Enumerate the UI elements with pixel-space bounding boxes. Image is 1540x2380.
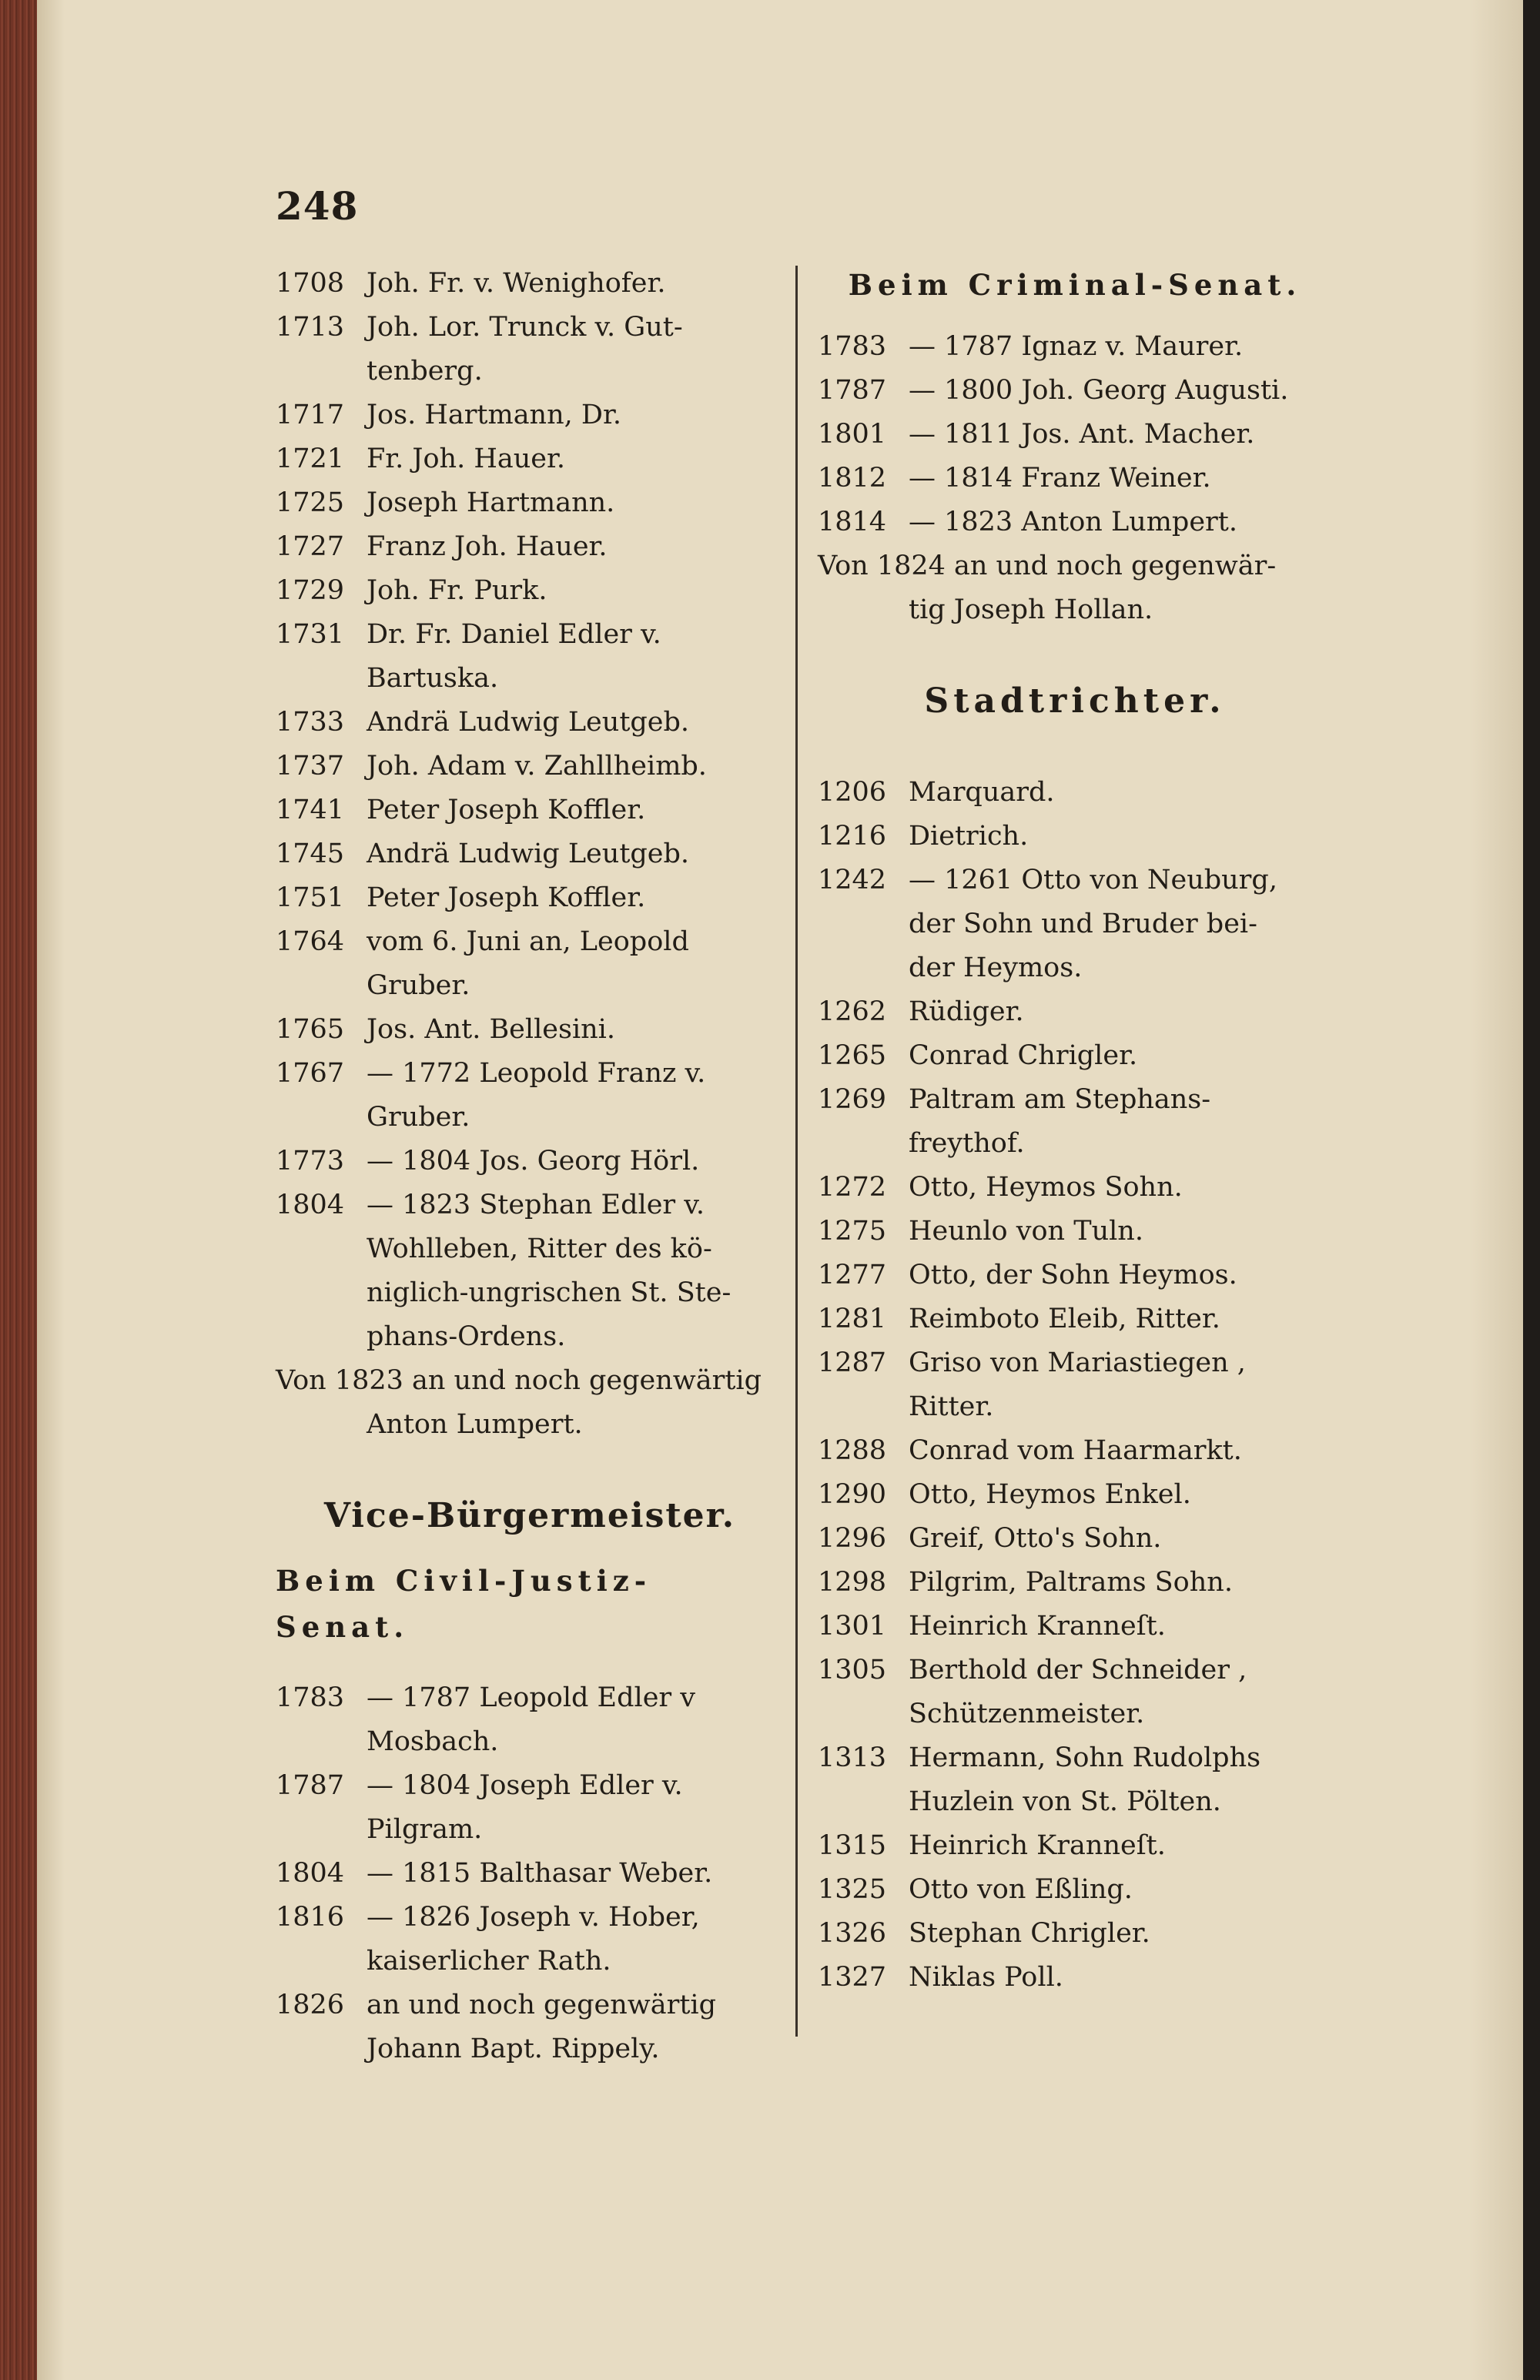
list-item: 1265 Conrad Chrigler.	[818, 1040, 1138, 1071]
list-item: 1812 — 1814 Franz Weiner.	[818, 463, 1211, 494]
note-current-mayor: Von 1823 an und noch gegenwärtig Anton Lumpert.	[276, 1365, 762, 1440]
list-item: 1327 Niklas Poll.	[818, 1962, 1063, 1993]
list-item: 1305 Berthold der Schneider , Schützenmeister.	[818, 1655, 1247, 1729]
list-item: 1764 vom 6. Juni an, Leopold Gruber.	[276, 926, 689, 1001]
list-item: 1262 Rüdiger.	[818, 996, 1024, 1027]
list-city-judges	[818, 771, 1332, 2000]
list-item: 1741 Peter Joseph Koffler.	[276, 795, 646, 825]
list-item: 1313 Hermann, Sohn Rudolphs Huzlein von St. Pölten.	[818, 1742, 1261, 1817]
page-number: 248	[276, 183, 359, 229]
book-spine	[0, 0, 37, 2380]
list-item: 1269 Paltram am Stephans- freythof.	[818, 1084, 1211, 1159]
list-item: 1272 Otto, Heymos Sohn.	[818, 1172, 1183, 1203]
list-item: 1804 — 1823 Stephan Edler v. Wohlleben, Ritter des kö- niglich-ungrischen St. Ste- phans-Ordens.	[276, 1190, 732, 1352]
list-item: 1729 Joh. Fr. Purk.	[276, 575, 547, 606]
list-item: 1751 Peter Joseph Koffler.	[276, 882, 646, 913]
list-item: 1717 Jos. Hartmann, Dr.	[276, 400, 621, 430]
list-item: 1326 Stephan Chrigler.	[818, 1918, 1150, 1949]
list-item: 1287 Griso von Mariastiegen , Ritter.	[818, 1347, 1246, 1422]
page-gutter	[37, 0, 65, 2380]
list-item: 1767 — 1772 Leopold Franz v. Gruber.	[276, 1058, 706, 1133]
list-item: 1277 Otto, der Sohn Heymos.	[818, 1260, 1237, 1290]
list-item: 1242 — 1261 Otto von Neuburg, der Sohn und Bruder bei- der Heymos.	[818, 865, 1277, 983]
list-item: 1783 — 1787 Ignaz v. Maurer.	[818, 331, 1244, 362]
list-item: 1804 — 1815 Balthasar Weber.	[276, 1858, 713, 1889]
list-item: 1816 — 1826 Joseph v. Hober, kaiserlicher Rath.	[276, 1902, 700, 1977]
list-item: 1281 Reimboto Eleib, Ritter.	[818, 1304, 1220, 1334]
list-item: 1737 Joh. Adam v. Zahllheimb.	[276, 751, 707, 782]
list-item: 1814 — 1823 Anton Lumpert.	[818, 507, 1237, 537]
list-item: 1301 Heinrich Kranneſt.	[818, 1611, 1166, 1642]
right-column	[818, 262, 1332, 2000]
list-vice-mayors-civil	[276, 1676, 784, 2071]
list-item: 1745 Andrä Ludwig Leutgeb.	[276, 839, 690, 869]
list-item: 1275 Heunlo von Tuln.	[818, 1216, 1143, 1247]
note-current-vice-mayor: Von 1824 an und noch gegenwär- tig Joseph Hollan.	[818, 551, 1277, 625]
list-item: 1708 Joh. Fr. v. Wenighofer.	[276, 268, 666, 299]
list-item: 1290 Otto, Heymos Enkel.	[818, 1479, 1191, 1510]
subheading-criminal-senate: Beim Criminal-Senat.	[848, 268, 1302, 302]
column-divider	[795, 266, 798, 2037]
list-item: 1288 Conrad vom Haarmarkt.	[818, 1435, 1242, 1466]
list-item: 1731 Dr. Fr. Daniel Edler v. Bartuska.	[276, 619, 661, 694]
list-item: 1765 Jos. Ant. Bellesini.	[276, 1014, 615, 1045]
section-heading-vice-mayors: Vice-Bürgermeister.	[323, 1496, 736, 1535]
list-item: 1727 Franz Joh. Hauer.	[276, 531, 608, 562]
list-item: 1733 Andrä Ludwig Leutgeb.	[276, 707, 690, 738]
list-item: 1721 Fr. Joh. Hauer.	[276, 444, 565, 474]
list-item: 1315 Heinrich Kranneſt.	[818, 1830, 1166, 1861]
list-item: 1773 — 1804 Jos. Georg Hörl.	[276, 1146, 700, 1177]
list-item: 1296 Greif, Otto's Sohn.	[818, 1523, 1162, 1554]
list-item: 1801 — 1811 Jos. Ant. Macher.	[818, 419, 1255, 450]
list-item: 1826 an und noch gegenwärtig Johann Bapt. Rippely.	[276, 1990, 717, 2064]
list-item: 1713 Joh. Lor. Trunck v. Gut- tenberg.	[276, 312, 683, 387]
list-item: 1787 — 1804 Joseph Edler v. Pilgram.	[276, 1770, 683, 1845]
subheading-civil-senate: Beim Civil-Justiz-Senat.	[276, 1564, 652, 1644]
list-mayors	[276, 262, 784, 1359]
section-heading-city-judges: Stadtrichter.	[924, 681, 1226, 721]
list-vice-mayors-criminal	[818, 325, 1332, 544]
page-border	[1523, 0, 1540, 2380]
left-column	[276, 262, 784, 2071]
list-item: 1216 Dietrich.	[818, 821, 1029, 852]
list-item: 1787 — 1800 Joh. Georg Augusti.	[818, 375, 1289, 406]
list-item: 1783 — 1787 Leopold Edler v Mosbach.	[276, 1682, 696, 1757]
list-item: 1325 Otto von Eßling.	[818, 1874, 1133, 1905]
list-item: 1298 Pilgrim, Paltrams Sohn.	[818, 1567, 1233, 1598]
page-edge-shadow	[1469, 0, 1523, 2380]
list-item: 1725 Joseph Hartmann.	[276, 487, 615, 518]
list-item: 1206 Marquard.	[818, 777, 1055, 808]
